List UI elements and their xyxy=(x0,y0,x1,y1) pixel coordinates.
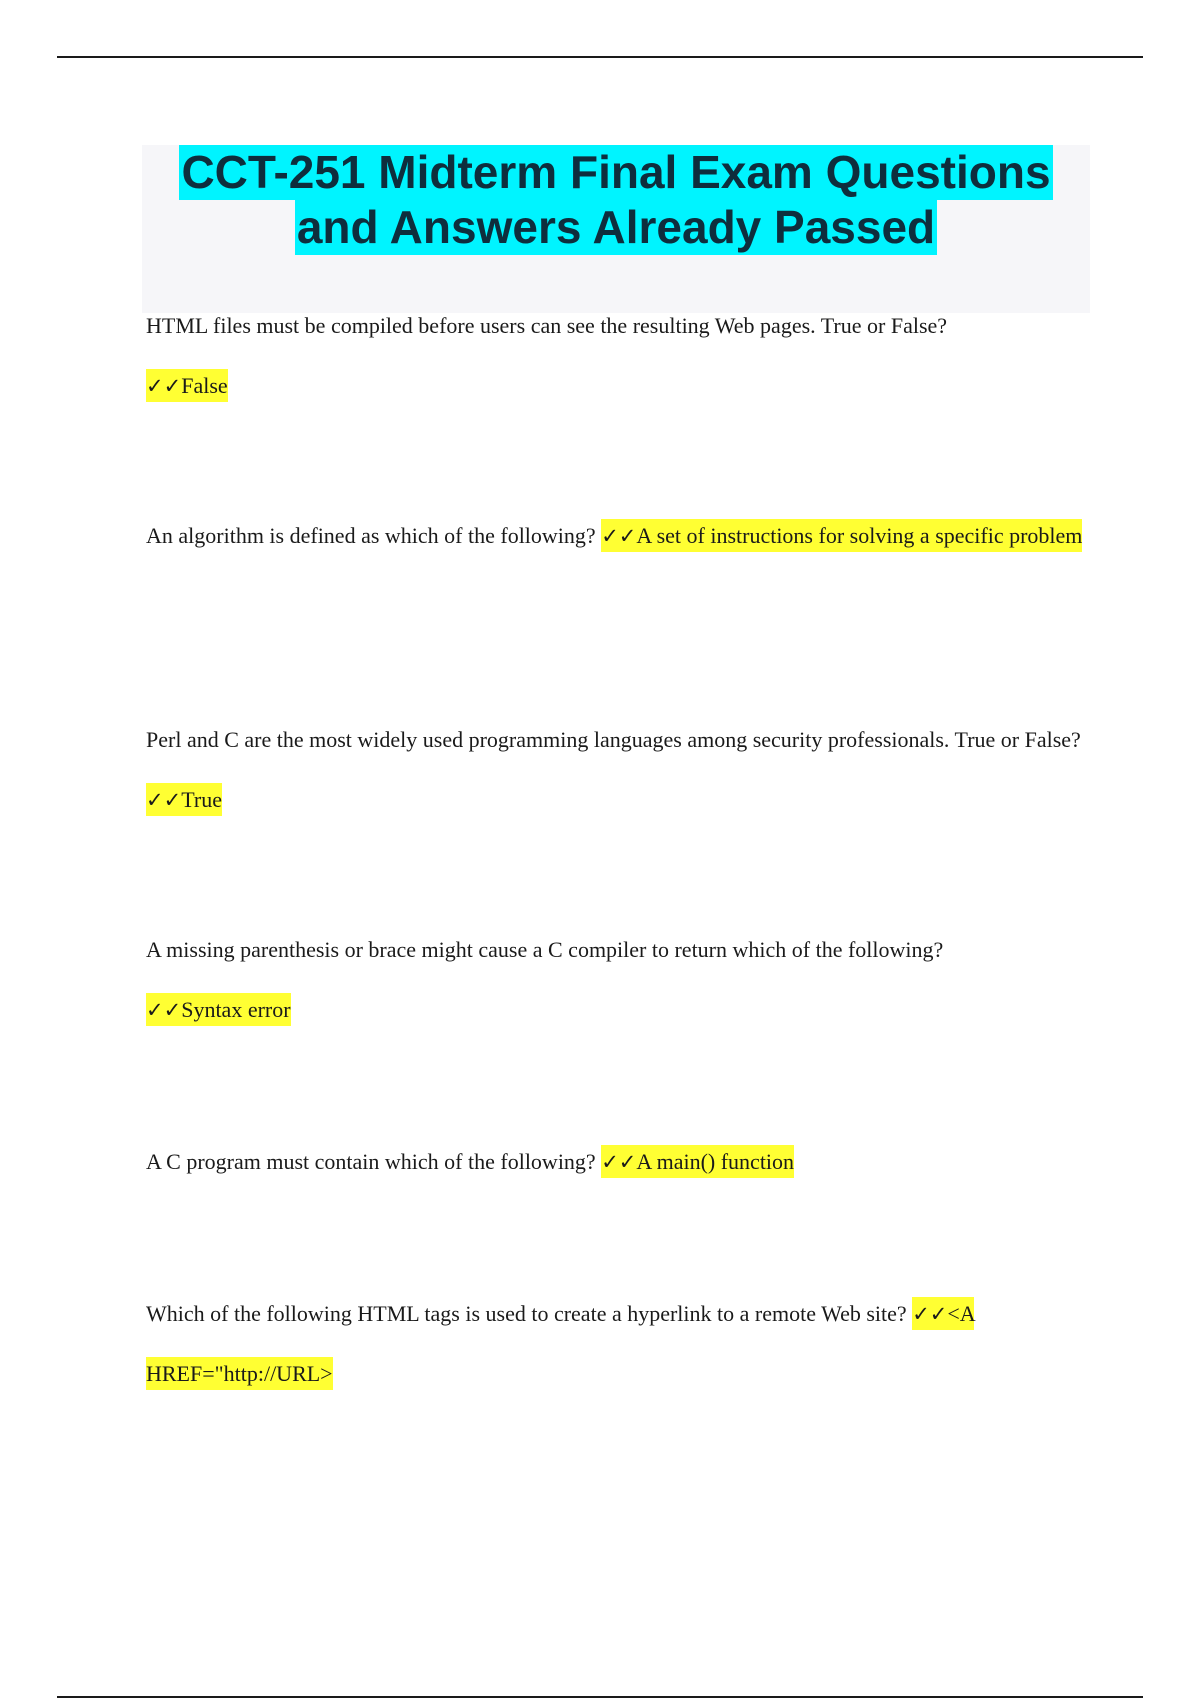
double-check-icon: ✓✓ xyxy=(601,524,637,548)
answer-text: Syntax error xyxy=(181,997,291,1022)
answer-highlight xyxy=(146,783,222,816)
question-text: An algorithm is defined as which of the following? xyxy=(146,523,596,548)
answer-highlight xyxy=(146,369,228,402)
answer-line xyxy=(146,356,1086,416)
qa-item-3 xyxy=(146,710,1086,830)
question-text: HTML files must be compiled before users can see the resulting Web pages. True or False? xyxy=(146,313,948,338)
qa-item-2 xyxy=(146,506,1086,566)
answer-text: <A HREF="http://URL> xyxy=(146,1301,975,1386)
answer-text: True xyxy=(181,787,222,812)
question-text: A missing parenthesis or brace might cause a C compiler to return which of the following? xyxy=(146,937,944,962)
title-line-1: CCT-251 Midterm Final Exam Questions xyxy=(181,146,1051,198)
answer-text: A set of instructions for solving a specific problem xyxy=(636,523,1083,548)
answer-text: A main() function xyxy=(636,1149,795,1174)
double-check-icon: ✓✓ xyxy=(912,1302,948,1326)
bottom-rule xyxy=(57,1696,1143,1698)
title-line-2: and Answers Already Passed xyxy=(296,201,936,253)
answer-line xyxy=(146,980,1086,1040)
qa-item-4 xyxy=(146,920,1086,1040)
qa-item-1 xyxy=(146,296,1086,416)
question-text: Perl and C are the most widely used programming languages among security professionals. True or False? xyxy=(146,727,1081,752)
double-check-icon: ✓✓ xyxy=(146,374,182,398)
qa-item-6 xyxy=(146,1284,1086,1404)
document-title xyxy=(142,145,1090,313)
answer-text: False xyxy=(181,373,228,398)
answer-highlight xyxy=(601,1145,794,1178)
double-check-icon: ✓✓ xyxy=(146,998,182,1022)
double-check-icon: ✓✓ xyxy=(601,1150,637,1174)
double-check-icon: ✓✓ xyxy=(146,788,182,812)
answer-highlight xyxy=(146,993,291,1026)
top-rule xyxy=(57,56,1143,58)
question-text: Which of the following HTML tags is used to create a hyperlink to a remote Web site? xyxy=(146,1301,907,1326)
qa-item-5 xyxy=(146,1132,1086,1192)
answer-highlight xyxy=(601,519,1082,552)
question-text: A C program must contain which of the following? xyxy=(146,1149,596,1174)
